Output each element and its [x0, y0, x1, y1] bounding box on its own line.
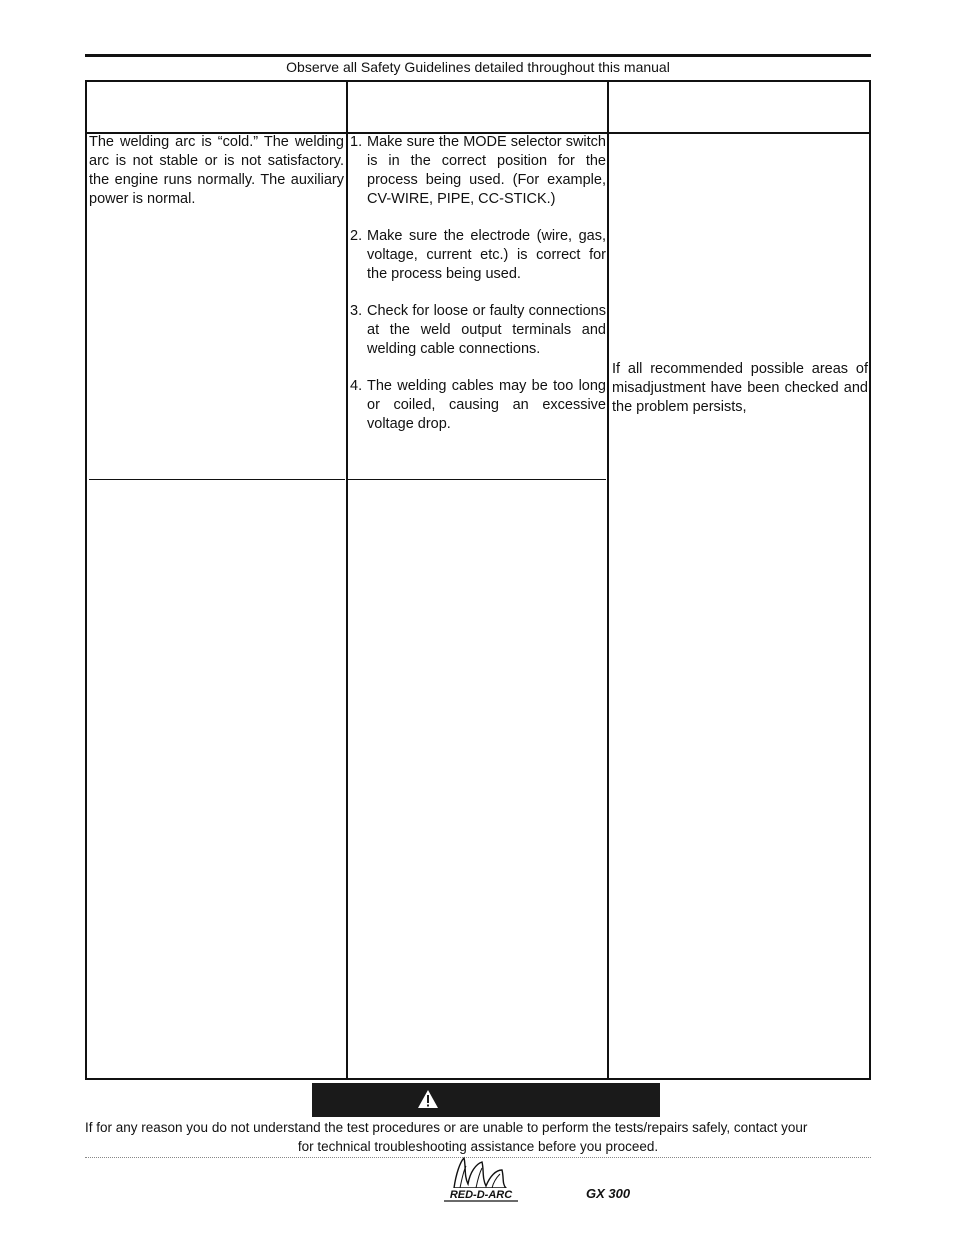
row-divider-steps [348, 479, 606, 480]
column-divider-2 [607, 80, 609, 1080]
caution-text-line2: for technical troubleshooting assistance before you proceed. [297, 1139, 659, 1154]
caution-banner [312, 1083, 660, 1117]
brand-logo [440, 1154, 522, 1204]
list-item: 4. The welding cables may be too long or coiled, causing an excessive voltage drop. [350, 378, 606, 432]
row-divider-problem [89, 479, 345, 480]
possible-areas-list [348, 133, 606, 452]
list-item: 1. Make sure the MODE selector switch is in the correct position for the process being used. (For example, CV-WIRE, PIPE, CC-STICK.) [350, 134, 606, 207]
caution-text [85, 1118, 871, 1156]
top-rule [85, 54, 871, 57]
brand-name: RED-D-ARC [449, 1189, 513, 1201]
recommended-action: If all recommended possible areas of misadjustment have been checked and the problem persists, [612, 361, 868, 415]
model-number: GX 300 [586, 1186, 631, 1201]
warning-triangle-icon [417, 1089, 439, 1109]
problem-description: The welding arc is “cold.” The welding arc is not stable or is not satisfactory. the engine runs normally. The auxiliary power is normal. [89, 134, 344, 207]
list-item: 3. Check for loose or faulty connections at the weld output terminals and welding cable connections. [350, 303, 606, 357]
caution-text-line1: If for any reason you do not understand the test procedures or are unable to perform the tests/repairs safely, contact your [85, 1120, 808, 1135]
safety-notice: Observe all Safety Guidelines detailed throughout this manual [286, 59, 670, 75]
list-item: 2. Make sure the electrode (wire, gas, voltage, current etc.) is correct for the process being used. [350, 228, 606, 282]
